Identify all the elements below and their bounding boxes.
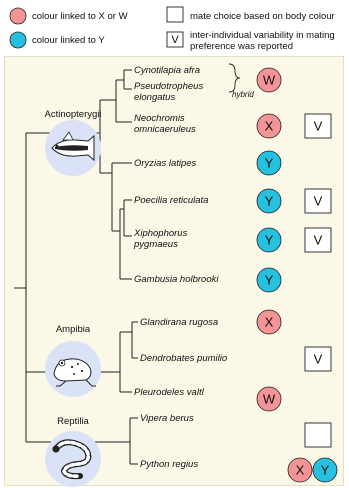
species-label-xiphophorus-2: pygmaeus — [134, 239, 178, 250]
group-label-amphibia: Ampibia — [55, 324, 91, 335]
marker-y-python-text: Y — [320, 462, 330, 478]
group-label-actinopterygii: Actinopterygii — [44, 109, 102, 120]
species-label-pleurodeles: Pleurodeles valtl — [134, 387, 204, 398]
group-amphibia — [45, 324, 101, 397]
species-labels — [133, 65, 254, 470]
trait-markers — [257, 68, 337, 482]
legend-xw-circle — [10, 8, 26, 24]
legend-var-label-2: preference was reported — [190, 41, 293, 52]
group-label-reptilia: Reptilia — [57, 416, 89, 427]
species-label-pseudotropheus-1: Pseudotropheus — [134, 81, 204, 92]
group-reptilia — [45, 416, 101, 487]
marker-w-pleurodeles-text: W — [262, 391, 276, 407]
marker-v-poecilia-text: V — [313, 193, 323, 209]
species-label-poecilia: Poecilia reticulata — [134, 195, 209, 206]
marker-x-glandirana-text: X — [264, 314, 274, 330]
marker-v-xiphophorus-text: V — [313, 232, 323, 248]
group-actinopterygii — [44, 109, 101, 176]
species-label-pseudotropheus-2: elongatus — [134, 92, 176, 103]
marker-x-python-text: X — [295, 462, 305, 478]
hybrid-label: hybrid — [232, 90, 254, 99]
species-label-glandirana: Glandirana rugosa — [140, 317, 219, 328]
species-label-python: Python regius — [140, 459, 199, 470]
legend-xw-label: colour linked to X or W — [32, 11, 128, 22]
marker-y-gambusia-text: Y — [264, 272, 274, 288]
legend-var-label-1: inter-individual variability in mating — [190, 30, 335, 41]
legend-y-circle — [10, 32, 26, 48]
species-label-oryzias: Oryzias latipes — [134, 158, 197, 169]
legend-body-label: mate choice based on body colour — [190, 11, 335, 22]
legend-y-label: colour linked to Y — [32, 35, 105, 46]
marker-v-neochromis-text: V — [313, 118, 323, 134]
marker-body-vipera — [305, 423, 331, 447]
species-label-dendrobates: Dendrobates pumilio — [140, 353, 228, 364]
legend-var-marker: V — [171, 34, 179, 46]
marker-w-cichlid-text: W — [262, 72, 276, 88]
marker-x-neochromis-text: X — [264, 118, 274, 134]
marker-y-xiphophorus-text: Y — [264, 232, 274, 248]
marker-v-dendrobates-text: V — [313, 351, 323, 367]
species-label-vipera: Vipera berus — [140, 413, 194, 424]
species-label-gambusia: Gambusia holbrooki — [134, 274, 219, 285]
species-label-neochromis-1: Neochromis — [134, 113, 185, 124]
species-label-xiphophorus-1: Xiphophorus — [134, 228, 188, 239]
legend-body-box — [167, 7, 183, 22]
marker-y-oryzias-text: Y — [264, 155, 274, 171]
tree-lines — [14, 64, 240, 464]
legend — [10, 7, 335, 52]
species-label-neochromis-2: omnicaeruleus — [134, 124, 196, 135]
marker-y-poecilia-text: Y — [264, 193, 274, 209]
species-label-cynotilapia: Cynotilapia afra — [134, 65, 201, 76]
